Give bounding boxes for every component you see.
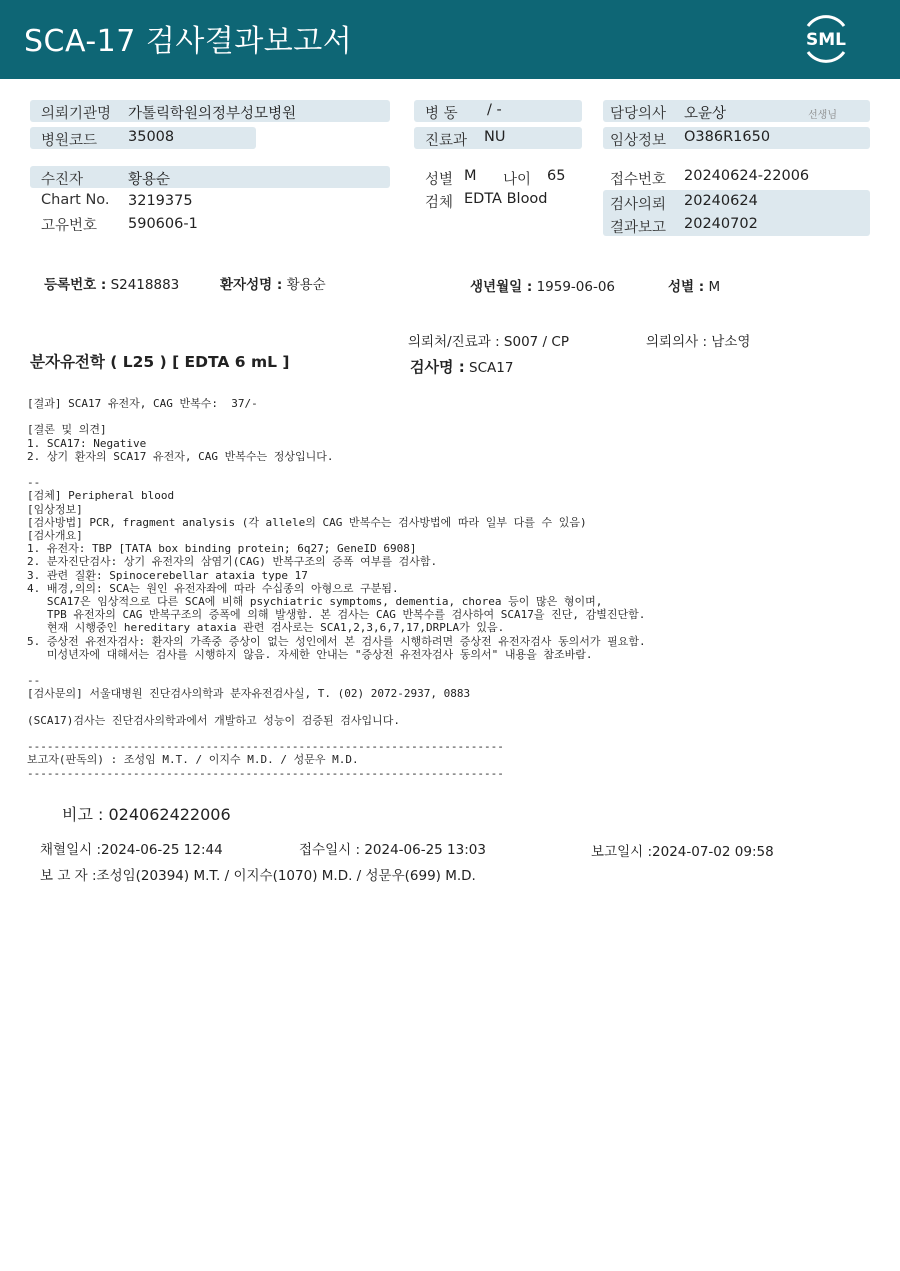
doctor-value: 오윤상 — [684, 106, 727, 122]
report-line: SCA17은 임상적으로 다른 SCA에 비해 psychiatric symptoms, dementia, chorea 등이 많은 형이며, — [27, 595, 603, 609]
institution-label: 의뢰기관명 — [41, 106, 112, 122]
ward-value: / - — [487, 102, 502, 118]
report-line: -- — [27, 674, 41, 688]
request-doctor-line: 의뢰의사 : 남소영 — [646, 334, 751, 350]
specimen-label: 검체 — [425, 195, 454, 211]
patient-value: 황용순 — [128, 172, 171, 188]
report-line: 보고자(판독의) : 조성임 M.T. / 이지수 M.D. / 성문우 M.D. — [27, 753, 359, 767]
report-line: TPB 유전자의 CAG 반복구조의 증폭에 의해 발생함. 본 검사는 CAG 반복수를 검사하여 SCA17을 진단, 감별진단함. — [27, 608, 646, 622]
report-line: 2. 분자진단검사: 상기 유전자의 삼염기(CAG) 반복구조의 증폭 여부를 검사함. — [27, 555, 438, 569]
report-time-line: 보고일시 :2024-07-02 09:58 — [591, 844, 774, 860]
report-line — [27, 727, 646, 740]
doctor-suffix: 선생님 — [808, 110, 837, 121]
dept-label: 진료과 — [425, 133, 468, 149]
request-dept-line: 의뢰처/진료과 : S007 / CP — [408, 334, 569, 350]
svg-text:SML: SML — [806, 30, 846, 50]
report-line: ------------------------------------------------------------------------ — [27, 766, 504, 780]
report-line: [검사문의] 서울대병원 진단검사의학과 분자유전검사실, T. (02) 2072-2937, 0883 — [27, 687, 471, 701]
specimen-value: EDTA Blood — [464, 191, 548, 207]
report-header — [0, 0, 900, 79]
report-line — [27, 410, 646, 423]
report-line: [검체] Peripheral blood — [27, 489, 175, 503]
report-line: [결론 및 의견] — [27, 423, 107, 437]
report-line: ------------------------------------------------------------------------ — [27, 740, 504, 754]
reporter-line: 보 고 자 :조성임(20394) M.T. / 이지수(1070) M.D. / 성문우(699) M.D. — [40, 868, 476, 884]
report-line — [27, 701, 646, 714]
receipt-label: 접수번호 — [610, 172, 667, 188]
patient-label: 수진자 — [41, 172, 84, 188]
patient-row — [30, 166, 390, 188]
age-label: 나이 — [503, 172, 532, 188]
report-title: SCA-17 검사결과보고서 — [24, 24, 353, 59]
receipt-time-line: 접수일시 : 2024-06-25 13:03 — [299, 842, 486, 858]
sex-value: M — [464, 168, 477, 184]
report-line: [검사개요] — [27, 529, 83, 543]
chart-value: 3219375 — [128, 193, 193, 209]
report-body — [27, 397, 646, 780]
registration-line: 등록번호 : S2418883 — [44, 277, 180, 293]
section-title: 분자유전학 ( L25 ) [ EDTA 6 mL ] — [30, 353, 290, 371]
report-line: 4. 배경,의의: SCA는 원인 유전자좌에 따라 수십종의 아형으로 구분됨. — [27, 581, 399, 595]
report-line: -- — [27, 476, 41, 490]
ward-label: 병 동 — [425, 106, 458, 122]
institution-value: 가톨릭학원의정부성모병원 — [128, 106, 297, 122]
collect-line: 채혈일시 :2024-06-25 12:44 — [40, 842, 223, 858]
patient-name-line: 환자성명 : 황용순 — [220, 277, 326, 293]
report-line: [결과] SCA17 유전자, CAG 반복수: 37/- — [27, 397, 258, 410]
report-label: 결과보고 — [610, 220, 667, 236]
unique-value: 590606-1 — [128, 216, 198, 232]
report-line: 현재 시행중인 hereditary ataxia 관련 검사로는 SCA1,2,3,6,7,17,DRPLA가 있음. — [27, 621, 505, 635]
report-line: 1. SCA17: Negative — [27, 436, 147, 450]
unique-label: 고유번호 — [41, 218, 98, 234]
report-line: 미성년자에 대해서는 검사를 시행하지 않음. 자세한 안내는 "증상전 유전자검사 동의서" 내용을 참조바람. — [27, 647, 593, 661]
report-value: 20240702 — [684, 216, 758, 232]
dept-value: NU — [484, 129, 506, 145]
dob-line: 생년월일 : 1959-06-06 — [470, 279, 616, 295]
clinical-value: O386R1650 — [684, 129, 771, 145]
hospital-code-label: 병원코드 — [41, 133, 98, 149]
hospital-code-value: 35008 — [128, 129, 175, 145]
request-label: 검사의뢰 — [610, 197, 667, 213]
report-line: [임상정보] — [27, 502, 83, 516]
sml-logo — [796, 12, 856, 66]
age-value: 65 — [547, 168, 566, 184]
report-line: [검사방법] PCR, fragment analysis (각 allele의 CAG 반복수는 검사방법에 따라 일부 다를 수 있음) — [27, 515, 587, 529]
sex-label: 성별 — [425, 172, 454, 188]
report-line — [27, 661, 646, 674]
test-name-line: 검사명 : SCA17 — [410, 358, 514, 376]
report-line: 3. 관련 질환: Spinocerebellar ataxia type 17 — [27, 568, 308, 582]
request-value: 20240624 — [684, 193, 758, 209]
report-line: 1. 유전자: TBP [TATA box binding protein; 6q27; GeneID 6908] — [27, 542, 417, 556]
receipt-value: 20240624-22006 — [684, 168, 810, 184]
report-line: 5. 증상전 유전자검사: 환자의 가족중 증상이 없는 성인에서 본 검사를 시행하려면 증상전 유전자검사 동의서가 필요함. — [27, 634, 646, 648]
doctor-label: 담당의사 — [610, 106, 667, 122]
report-line: 2. 상기 환자의 SCA17 유전자, CAG 반복수는 정상입니다. — [27, 449, 334, 463]
report-line — [27, 463, 646, 476]
report-line: (SCA17)검사는 진단검사의학과에서 개발하고 성능이 검증된 검사입니다. — [27, 713, 400, 727]
remark-line: 비고 : 024062422006 — [62, 805, 231, 824]
chart-label: Chart No. — [41, 192, 110, 208]
summary-sex-line: 성별 : M — [668, 279, 721, 295]
clinical-label: 임상정보 — [610, 133, 667, 149]
